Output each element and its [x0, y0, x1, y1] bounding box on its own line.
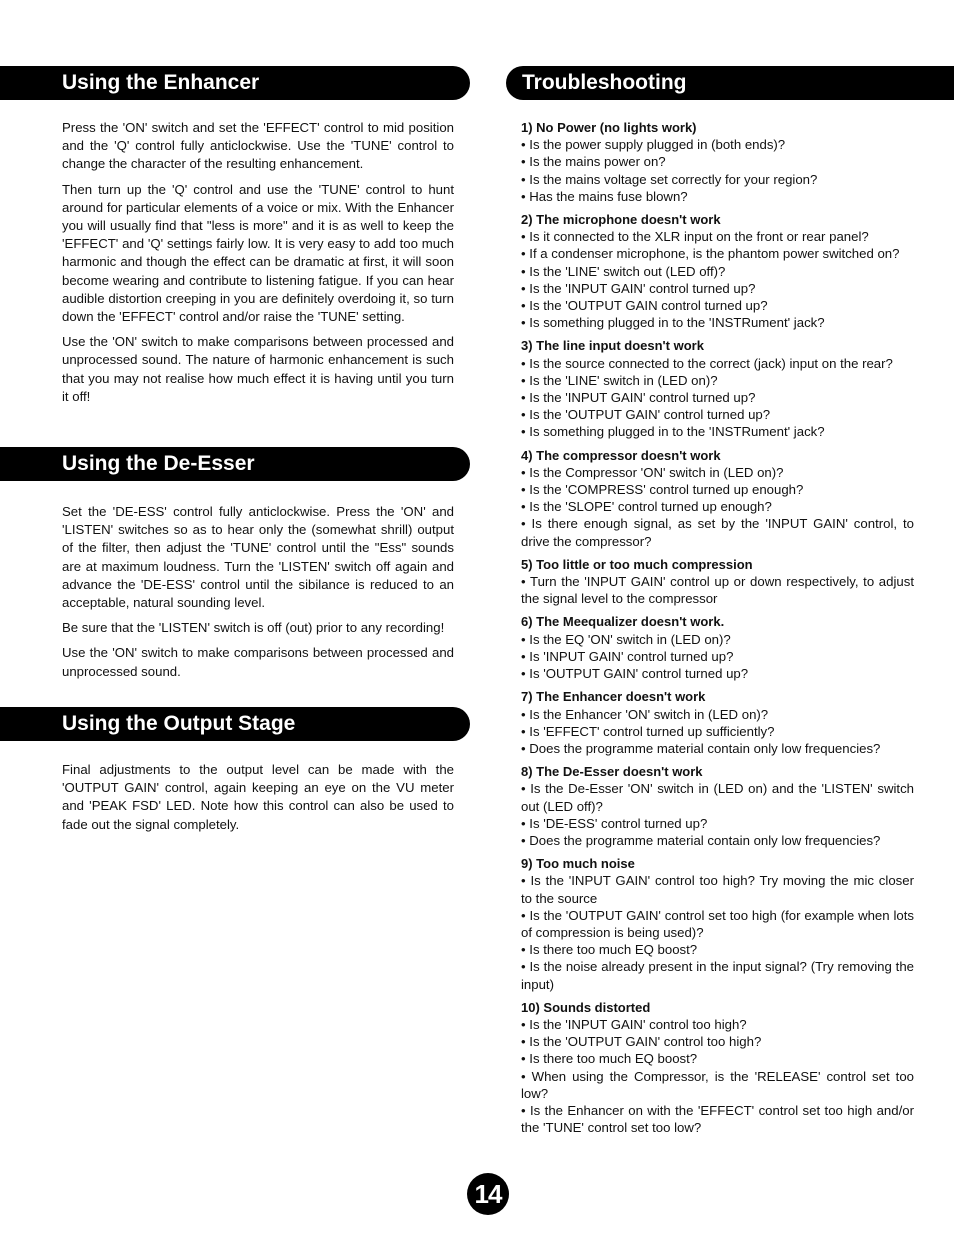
troubleshooting-list — [521, 119, 914, 1142]
troubleshooting-item: • Is there enough signal, as set by the 'INPUT GAIN' control, to drive the compressor? — [521, 516, 914, 549]
enhancer-paragraph: Then turn up the 'Q' control and use the 'TUNE' control to hunt around for particular elements of a voice or mix. With the Enhancer you will usually find that "less is more" and it is as well to keep the 'EFFECT' and 'Q' settings fairly low. It is very easy to add too much harmonic and though the effect can be dramatic at first, it will soon become wearing and contribute to listening fatigue. If you can hear audible distortion creeping in you are definitely overdoing it, so turn down the 'EFFECT' control and/or raise the 'TUNE' setting. — [62, 181, 454, 325]
troubleshooting-item: • Is there too much EQ boost? — [521, 942, 698, 958]
troubleshooting-item: • Is the 'LINE' switch in (LED on)? — [521, 372, 718, 388]
deesser-body — [62, 503, 454, 688]
troubleshooting-section — [521, 556, 914, 608]
enhancer-paragraph: Use the 'ON' switch to make comparisons between processed and unprocessed sound. The nature of harmonic enhancement is such that you may not realise how much effect it is having until you turn it off! — [62, 334, 454, 404]
troubleshooting-item: • Turn the 'INPUT GAIN' control up or down respectively, to adjust the signal level to the compressor — [521, 574, 914, 607]
troubleshooting-item: • Is the mains voltage set correctly for your region? — [521, 171, 818, 187]
deesser-paragraph: Be sure that the 'LISTEN' switch is off (out) prior to any recording! — [62, 620, 445, 636]
troubleshooting-section — [521, 337, 914, 440]
deesser-paragraph: Set the 'DE-ESS' control fully anticlockwise. Press the 'ON' and 'LISTEN' switches so as to hear only the (somewhat shrill) output of the filter, then adjust the 'TUNE' control until the "Ess" sounds are at maximum loudness. Turn the 'LISTEN' switch off again and advance the 'DE-ESS' control until the sibilance is reduced to an acceptable, natural sounding level. — [62, 504, 454, 611]
troubleshooting-item: • Is the 'OUTPUT GAIN' control turned up? — [521, 407, 771, 423]
troubleshooting-section-title: 3) The line input doesn't work — [521, 338, 704, 354]
troubleshooting-section-title: 10) Sounds distorted — [521, 999, 651, 1015]
troubleshooting-item: • Has the mains fuse blown? — [521, 188, 688, 204]
output-stage-paragraph: Final adjustments to the output level can be made with the 'OUTPUT GAIN' control, again keeping an eye on the VU meter and 'PEAK FSD' LED. Note how this control can also be used to fade out the signal completely. — [62, 762, 454, 832]
troubleshooting-item: • Is the 'INPUT GAIN' control too high? Try moving the mic closer to the source — [521, 873, 914, 906]
output-stage-body — [62, 761, 454, 841]
troubleshooting-item: • Is the 'INPUT GAIN' control turned up? — [521, 390, 756, 406]
troubleshooting-item: • Is the 'SLOPE' control turned up enough? — [521, 499, 772, 515]
troubleshooting-item: • Is something plugged in to the 'INSTRument' jack? — [521, 315, 825, 331]
troubleshooting-item: • Is there too much EQ boost? — [521, 1051, 698, 1067]
troubleshooting-item: • Is the 'OUTPUT GAIN' control too high? — [521, 1034, 762, 1050]
troubleshooting-heading: Troubleshooting — [506, 66, 954, 100]
troubleshooting-section-title: 2) The microphone doesn't work — [521, 212, 721, 228]
troubleshooting-item: • Is 'OUTPUT GAIN' control turned up? — [521, 666, 749, 682]
troubleshooting-item: • When using the Compressor, is the 'RELEASE' control set too low? — [521, 1068, 914, 1101]
troubleshooting-section — [521, 211, 914, 331]
troubleshooting-item: • Is 'INPUT GAIN' control turned up? — [521, 648, 734, 664]
troubleshooting-section-title: 7) The Enhancer doesn't work — [521, 689, 706, 705]
troubleshooting-item: • Is 'DE-ESS' control turned up? — [521, 815, 708, 831]
enhancer-paragraph: Press the 'ON' switch and set the 'EFFECT' control to mid position and the 'Q' control fully anticlockwise. Use the 'TUNE' control to change the character of the resulting enhancement. — [62, 120, 454, 172]
enhancer-heading: Using the Enhancer — [0, 66, 470, 100]
troubleshooting-item: • Is 'EFFECT' control turned up sufficiently? — [521, 723, 775, 739]
deesser-paragraph: Use the 'ON' switch to make comparisons between processed and unprocessed sound. — [62, 645, 454, 679]
troubleshooting-section — [521, 119, 914, 205]
troubleshooting-item: • Is the 'COMPRESS' control turned up enough? — [521, 482, 804, 498]
troubleshooting-item: • Is the source connected to the correct (jack) input on the rear? — [521, 355, 893, 371]
troubleshooting-item: • Is the 'OUTPUT GAIN' control set too high (for example when lots of compression is being used)? — [521, 907, 914, 940]
troubleshooting-section-title: 5) Too little or too much compression — [521, 556, 753, 572]
troubleshooting-section-title: 4) The compressor doesn't work — [521, 447, 721, 463]
troubleshooting-item: • Does the programme material contain only low frequencies? — [521, 740, 881, 756]
troubleshooting-section — [521, 447, 914, 550]
troubleshooting-section — [521, 855, 914, 993]
troubleshooting-item: • Is the power supply plugged in (both ends)? — [521, 137, 786, 153]
troubleshooting-item: • Is the mains power on? — [521, 154, 666, 170]
troubleshooting-section — [521, 613, 914, 682]
troubleshooting-section-title: 1) No Power (no lights work) — [521, 120, 697, 135]
troubleshooting-section-title: 8) The De-Esser doesn't work — [521, 764, 703, 780]
output-stage-heading: Using the Output Stage — [0, 707, 470, 741]
troubleshooting-item: • Is it connected to the XLR input on the front or rear panel? — [521, 229, 869, 245]
troubleshooting-item: • Is the Compressor 'ON' switch in (LED on)? — [521, 464, 784, 480]
troubleshooting-section-title: 6) The Meequalizer doesn't work. — [521, 614, 725, 630]
troubleshooting-item: • Is the Enhancer 'ON' switch in (LED on)? — [521, 706, 769, 722]
troubleshooting-item: • Is the 'INPUT GAIN' control turned up? — [521, 280, 756, 296]
troubleshooting-item: • Is the 'OUTPUT GAIN control turned up? — [521, 298, 768, 314]
troubleshooting-item: • Is the De-Esser 'ON' switch in (LED on) and the 'LISTEN' switch out (LED off)? — [521, 781, 914, 814]
troubleshooting-section-title: 9) Too much noise — [521, 856, 635, 872]
troubleshooting-item: • Is the noise already present in the input signal? (Try removing the input) — [521, 959, 914, 992]
troubleshooting-item: • Is the 'INPUT GAIN' control too high? — [521, 1016, 747, 1032]
troubleshooting-section — [521, 999, 914, 1137]
troubleshooting-item: • Is the Enhancer on with the 'EFFECT' control set too high and/or the 'TUNE' control set too low? — [521, 1102, 914, 1136]
deesser-heading: Using the De-Esser — [0, 447, 470, 481]
troubleshooting-section — [521, 688, 914, 757]
troubleshooting-item: • Is the EQ 'ON' switch in (LED on)? — [521, 631, 731, 647]
troubleshooting-section — [521, 763, 914, 849]
page-number: 14 — [467, 1173, 509, 1215]
enhancer-body — [62, 119, 454, 413]
troubleshooting-item: • Does the programme material contain only low frequencies? — [521, 832, 881, 848]
troubleshooting-item: • Is something plugged in to the 'INSTRument' jack? — [521, 424, 825, 440]
troubleshooting-item: • If a condenser microphone, is the phantom power switched on? — [521, 246, 900, 262]
troubleshooting-item: • Is the 'LINE' switch out (LED off)? — [521, 263, 726, 279]
